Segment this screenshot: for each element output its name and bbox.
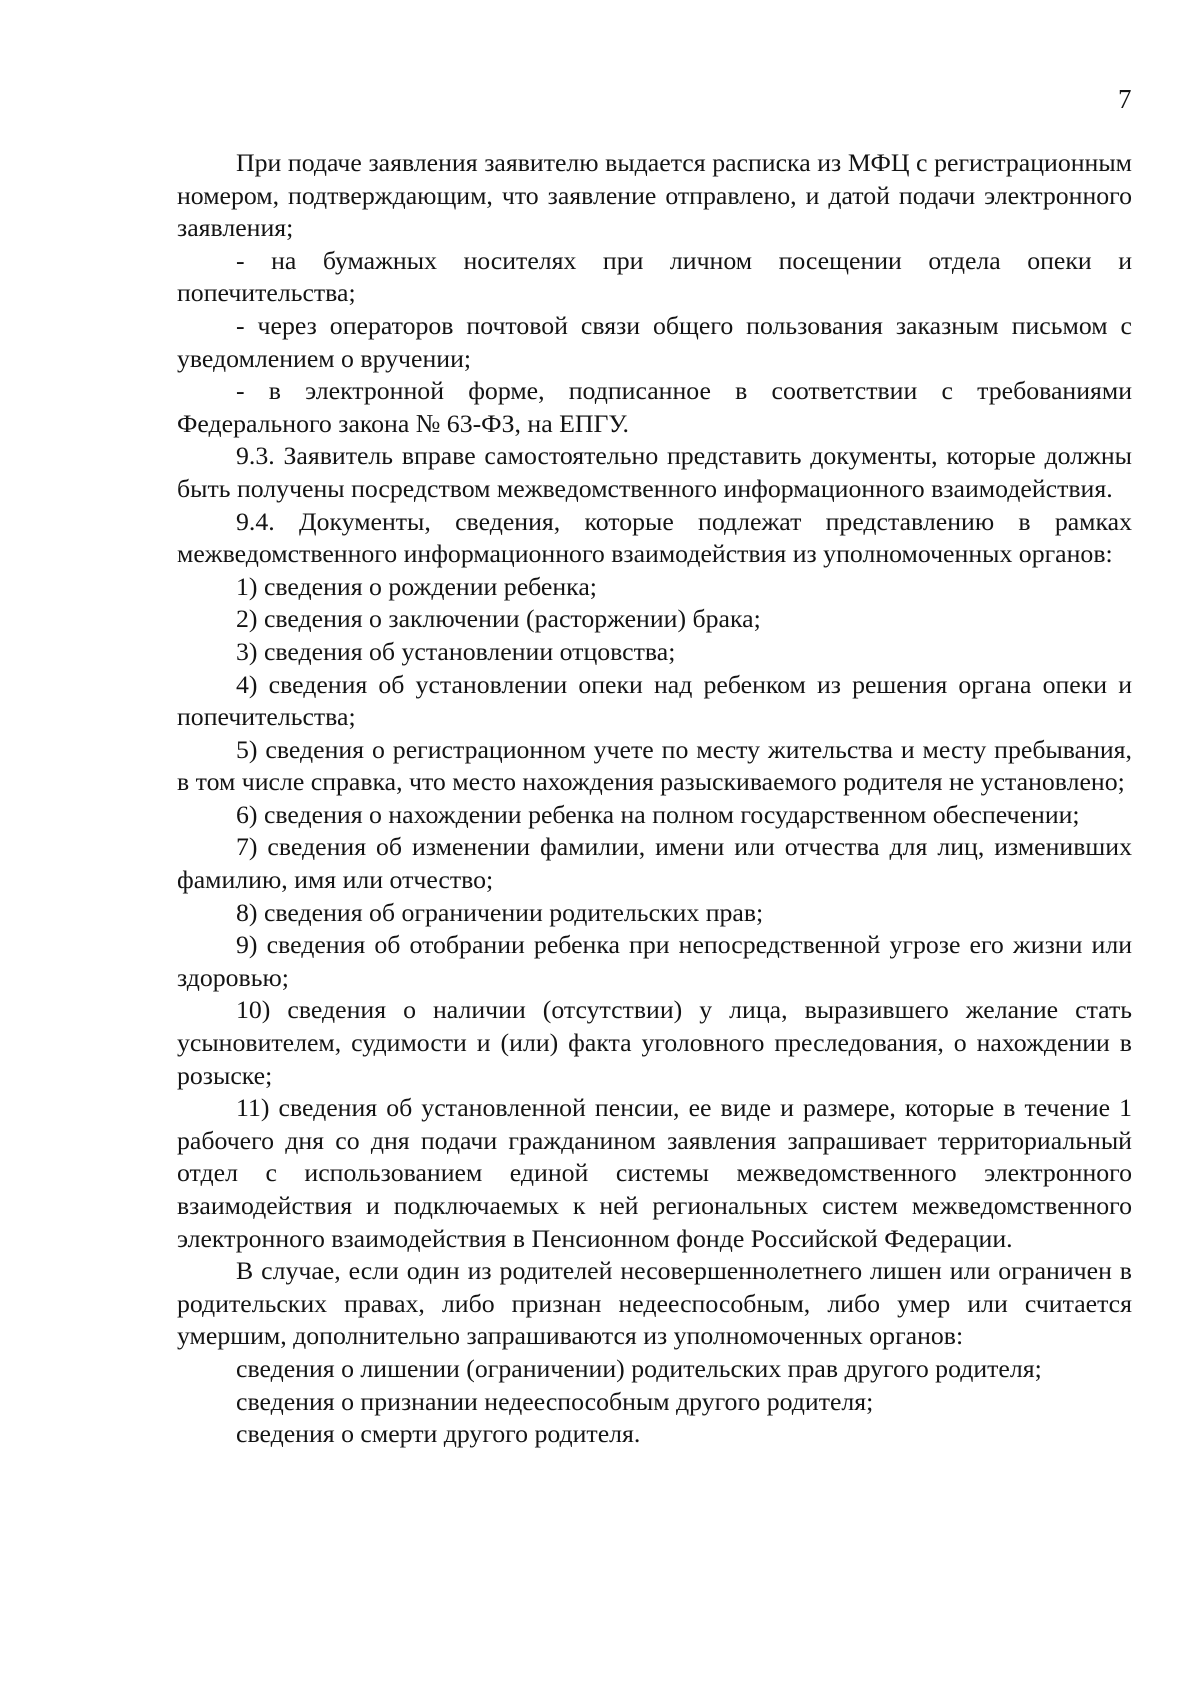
parent-case-item-3: сведения о смерти другого родителя.: [236, 1419, 641, 1449]
paragraph-parent-cases: В случае, если один из родителей несовершеннолетнего лишен или ограничен в родительских правах, либо признан недееспособным, либо умер или считается умершим, дополнительно запрашиваются из уполномоченных органов:: [177, 1256, 1132, 1351]
list-item-5: 5) сведения о регистрационном учете по месту жительства и месту пребывания, в том числе справка, что место нахождения разыскиваемого родителя не установлено;: [177, 734, 1132, 797]
list-item-3: 3) сведения об установлении отцовства;: [236, 636, 676, 666]
list-item-7: 7) сведения об изменении фамилии, имени или отчества для лиц, изменивших фамилию, имя или отчество;: [177, 832, 1132, 895]
parent-case-item-1: сведения о лишении (ограничении) родительских прав другого родителя;: [236, 1353, 1042, 1383]
paragraph-paper-submission: - на бумажных носителях при личном посещении отдела опеки и попечительства;: [177, 245, 1132, 308]
list-item-1: 1) сведения о рождении ребенка;: [236, 571, 597, 601]
list-item-8: 8) сведения об ограничении родительских прав;: [236, 897, 764, 927]
paragraph-9-3: 9.3. Заявитель вправе самостоятельно представить документы, которые должны быть получены посредством межведомственного информационного взаимодействия.: [177, 441, 1132, 503]
paragraph-postal-submission: - через операторов почтовой связи общего пользования заказным письмом с уведомлением о вручении;: [177, 310, 1132, 373]
list-item-9: 9) сведения об отобрании ребенка при непосредственной угрозе его жизни или здоровью;: [177, 930, 1132, 992]
paragraph-electronic-submission: - в электронной форме, подписанное в соответствии с требованиями Федерального закона № 63-ФЗ, на ЕПГУ.: [177, 376, 1132, 438]
list-item-11: 11) сведения об установленной пенсии, ее виде и размере, которые в течение 1 рабочего дня со дня подачи гражданином заявления запрашивает территориальный отдел с использованием единой системы межведомственного электронного взаимодействия и подключаемых к ней региональных систем межведомственного электронного взаимодействия в Пенсионном фонде Российской Федерации.: [177, 1093, 1132, 1253]
list-item-4: 4) сведения об установлении опеки над ребенком из решения органа опеки и попечительства;: [177, 669, 1132, 732]
parent-case-item-2: сведения о признании недееспособным другого родителя;: [236, 1386, 874, 1416]
paragraph-9-4: 9.4. Документы, сведения, которые подлежат представлению в рамках межведомственного информационного взаимодействия из уполномоченных органов:: [177, 506, 1132, 569]
list-item-6: 6) сведения о нахождении ребенка на полном государственном обеспечении;: [236, 799, 1080, 829]
paragraph-receipt: При подаче заявления заявителю выдается расписка из МФЦ с регистрационным номером, подтверждающим, что заявление отправлено, и датой подачи электронного заявления;: [177, 148, 1132, 243]
page-number: 7: [1118, 84, 1132, 114]
document-body: [177, 147, 1132, 1451]
list-item-10: 10) сведения о наличии (отсутствии) у лица, выразившего желание стать усыновителем, судимости и (или) факта уголовного преследования, о нахождении в розыске;: [177, 995, 1132, 1090]
list-item-2: 2) сведения о заключении (расторжении) брака;: [236, 604, 761, 634]
